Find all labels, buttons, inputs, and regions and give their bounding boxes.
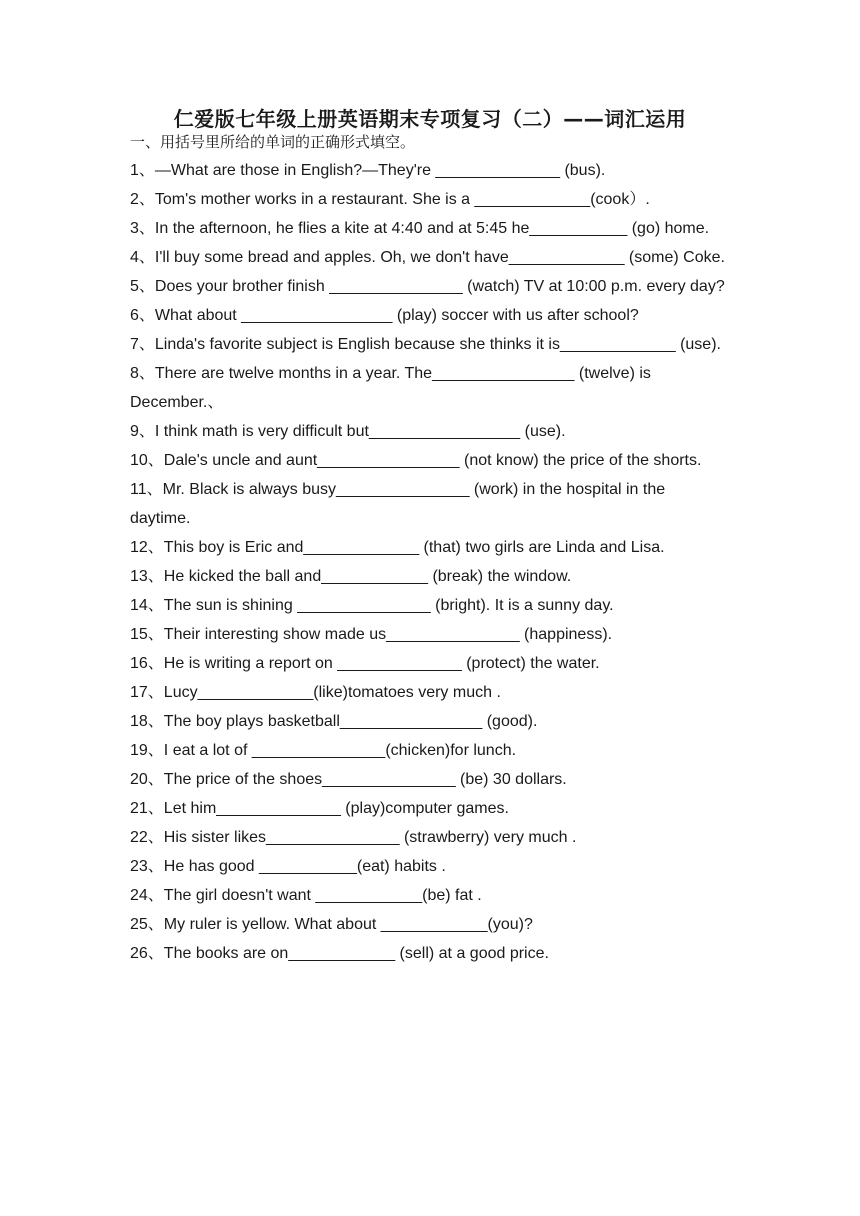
question-item: 14、The sun is shining _______________ (bright). It is a sunny day.	[130, 597, 614, 614]
question-item: 19、I eat a lot of _______________(chicken)for lunch.	[130, 742, 517, 759]
question-item: 21、Let him______________ (play)computer games.	[130, 800, 509, 817]
question-item: 15、Their interesting show made us_______________ (happiness).	[130, 626, 613, 643]
question-item: 22、His sister likes_______________ (strawberry) very much .	[130, 829, 577, 846]
question-item: 12、This boy is Eric and_____________ (that) two girls are Linda and Lisa.	[130, 539, 665, 556]
question-item: 23、He has good ___________(eat) habits .	[130, 858, 446, 875]
question-item: 25、My ruler is yellow. What about ____________(you)?	[130, 916, 533, 933]
question-list	[130, 156, 730, 968]
question-item: 17、Lucy_____________(like)tomatoes very much .	[130, 684, 501, 701]
question-item: 13、He kicked the ball and____________ (break) the window.	[130, 568, 572, 585]
question-item: 5、Does your brother finish _______________ (watch) TV at 10:00 p.m. every day?	[130, 278, 725, 295]
question-item: 16、He is writing a report on ______________ (protect) the water.	[130, 655, 600, 672]
question-item: 1、—What are those in English?—They're ______________ (bus).	[130, 162, 606, 179]
document-title: 仁爱版七年级上册英语期末专项复习（二）——词汇运用	[173, 107, 687, 131]
question-item: 10、Dale's uncle and aunt________________ (not know) the price of the shorts.	[130, 452, 702, 469]
question-item: 18、The boy plays basketball________________ (good).	[130, 713, 538, 730]
question-item: 4、I'll buy some bread and apples. Oh, we don't have_____________ (some) Coke.	[130, 249, 725, 266]
question-item: 6、What about _________________ (play) soccer with us after school?	[130, 307, 639, 324]
question-item: 11、Mr. Black is always busy_______________ (work) in the hospital in the daytime.	[130, 481, 666, 527]
question-item: 2、Tom's mother works in a restaurant. She is a _____________(cook）.	[130, 191, 650, 208]
question-item: 24、The girl doesn't want ____________(be) fat .	[130, 887, 482, 904]
question-item: 8、There are twelve months in a year. The________________ (twelve) is December.、	[130, 365, 651, 411]
question-item: 7、Linda's favorite subject is English because she thinks it is_____________ (use).	[130, 336, 721, 353]
question-item: 20、The price of the shoes_______________ (be) 30 dollars.	[130, 771, 567, 788]
section-heading: 一、用括号里所给的单词的正确形式填空。	[130, 133, 416, 151]
question-item: 9、I think math is very difficult but_________________ (use).	[130, 423, 566, 440]
question-item: 3、In the afternoon, he flies a kite at 4:40 and at 5:45 he___________ (go) home.	[130, 220, 710, 237]
question-item: 26、The books are on____________ (sell) at a good price.	[130, 945, 549, 962]
